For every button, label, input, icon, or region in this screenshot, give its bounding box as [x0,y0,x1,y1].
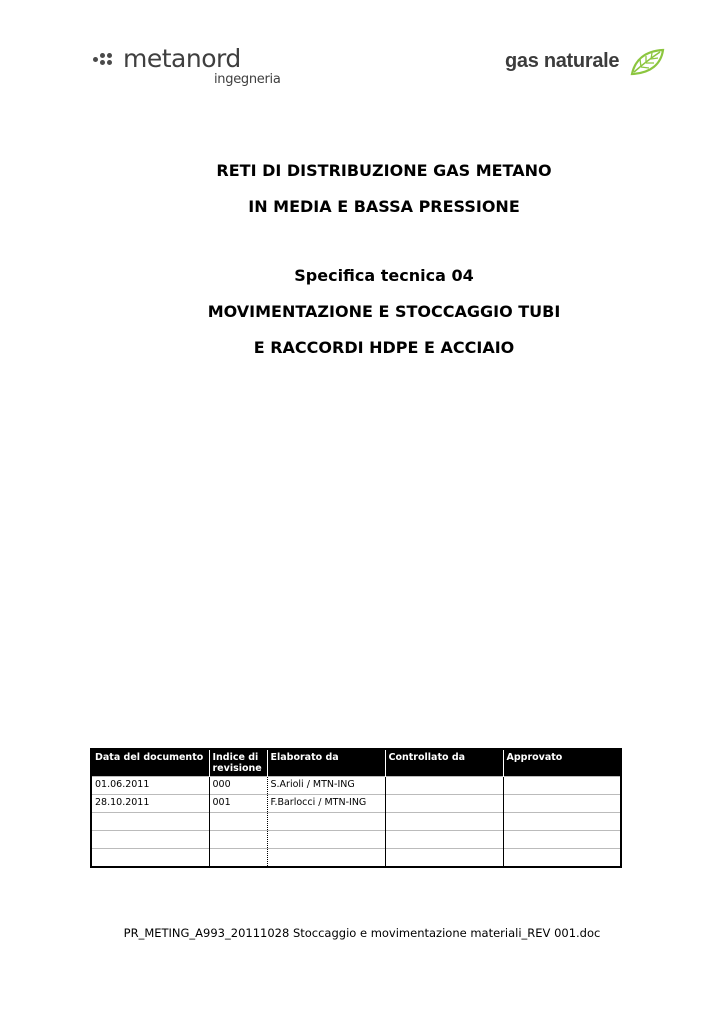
cell-date: 01.06.2011 [91,777,209,795]
spec-number: Specifica tecnica 04 [294,266,474,285]
cell-approved [503,777,621,795]
cell-checked-by [385,777,503,795]
cell-prepared-by: S.Arioli / MTN-ING [267,777,385,795]
table-row [91,777,621,795]
header-checked-by: Controllato da [385,749,503,777]
cell-prepared-by: F.Barlocci / MTN-ING [267,795,385,813]
metanord-subtitle: ingegneria [214,72,281,87]
table-row [91,813,621,831]
table-row [91,849,621,868]
footer-filename: PR_METING_A993_20111028 Stoccaggio e movimentazione materiali_REV 001.doc [123,926,601,940]
cell-checked-by [385,831,503,849]
gas-naturale-logo [505,48,665,80]
cell-approved [503,849,621,868]
cell-prepared-by [267,849,385,868]
metanord-logo [93,44,293,90]
title-line-2: IN MEDIA E BASSA PRESSIONE [248,197,520,216]
cell-revision [209,831,267,849]
metanord-wordmark: metanord [123,44,241,73]
leaf-icon [629,48,665,76]
cell-checked-by [385,813,503,831]
cell-date [91,849,209,868]
gas-naturale-wordmark: gas naturale [505,50,620,72]
header-prepared-by: Elaborato da [267,749,385,777]
revision-table [90,748,622,868]
cell-date: 28.10.2011 [91,795,209,813]
cell-date [91,831,209,849]
table-row [91,795,621,813]
cell-approved [503,795,621,813]
cell-approved [503,831,621,849]
metanord-dots-icon [93,53,117,69]
spec-title-line-2: E RACCORDI HDPE E ACCIAIO [253,338,515,357]
cell-checked-by [385,795,503,813]
cell-date [91,813,209,831]
title-line-1: RETI DI DISTRIBUZIONE GAS METANO [216,161,552,180]
cell-prepared-by [267,831,385,849]
header-date: Data del documento [91,749,209,777]
cell-prepared-by [267,813,385,831]
cell-checked-by [385,849,503,868]
cell-revision [209,849,267,868]
cell-revision [209,813,267,831]
header-approved: Approvato [503,749,621,777]
header-revision: Indice di revisione [209,749,267,777]
spec-title-line-1: MOVIMENTAZIONE E STOCCAGGIO TUBI [207,302,561,321]
cell-approved [503,813,621,831]
cell-revision: 001 [209,795,267,813]
table-header-row [91,749,621,777]
table-row [91,831,621,849]
cell-revision: 000 [209,777,267,795]
